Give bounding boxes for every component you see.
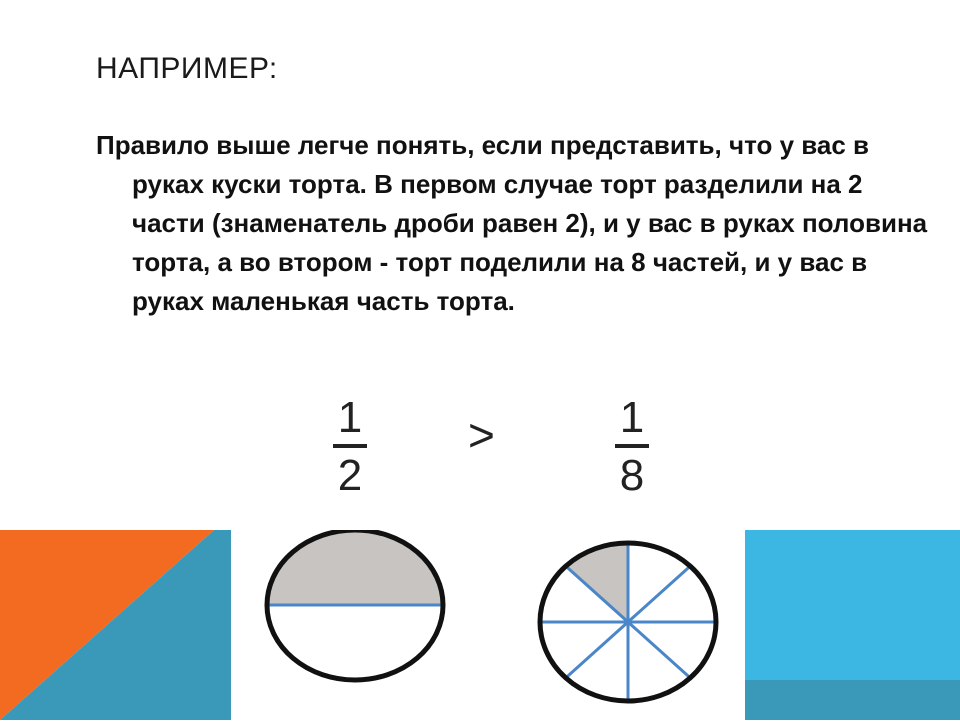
fraction-numerator: 1	[337, 393, 363, 442]
teal-corner-shape	[740, 680, 960, 720]
pie-illustration-panel	[231, 530, 745, 720]
fraction-numerator: 1	[619, 393, 645, 442]
pie-eighths	[540, 543, 716, 701]
slide-body-text: Правило выше легче понять, если представить, что у вас в руках куски торта. В первом случае торт разделили на 2 части (знаменатель дроби равен 2), и у вас в руках половина торта, а во втором - торт поделили на 8 частей, и у вас в руках маленькая часть торта.	[96, 130, 928, 316]
greater-than-sign: >	[468, 409, 495, 461]
slide-title: НАПРИМЕР:	[96, 52, 278, 85]
fraction-one-eighth	[608, 393, 656, 500]
fraction-denominator: 8	[619, 451, 645, 500]
pie-illustrations	[231, 530, 745, 720]
pie-halves-shaded-half	[267, 530, 443, 605]
fraction-bar	[615, 444, 649, 448]
pie-halves	[267, 530, 443, 680]
pie-eighths-shaded-slice	[566, 543, 628, 622]
fraction-bar	[333, 444, 367, 448]
fraction-denominator: 2	[337, 451, 363, 500]
fraction-one-half	[326, 393, 374, 500]
